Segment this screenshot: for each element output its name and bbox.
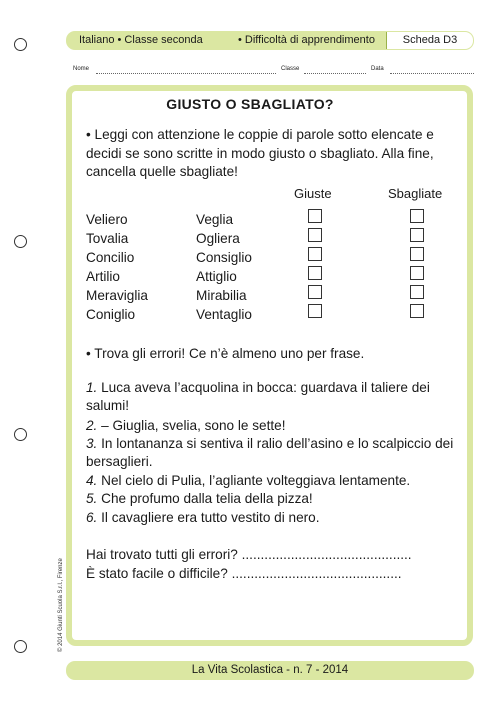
class-field-line: [304, 73, 366, 74]
pair-left-word: Veliero: [86, 212, 128, 227]
pair-left-word: Coniglio: [86, 307, 136, 322]
footer-publication: La Vita Scolastica - n. 7 - 2014: [66, 661, 474, 680]
pair-left-word: Meraviglia: [86, 288, 148, 303]
sentence-item: [86, 379, 466, 416]
checkbox-wrong[interactable]: [410, 285, 424, 299]
pair-right-word: Ventaglio: [196, 307, 252, 322]
binder-hole-2: [14, 235, 27, 248]
page-title: GIUSTO O SBAGLIATO?: [166, 96, 334, 112]
sentence-text: – Giuglia, svelia, sono le sette!: [101, 418, 286, 433]
sentence-number: 2.: [86, 418, 98, 433]
sentence-text: Nel cielo di Pulia, l’agliante volteggiava lentamente.: [101, 473, 411, 488]
date-field-line: [390, 73, 474, 74]
sentence-number: 3.: [86, 436, 98, 451]
sentence-item: [86, 435, 466, 472]
sentence-text: In lontananza si sentiva il ralio dell’asino e lo scalpiccio dei bersaglieri.: [86, 436, 454, 470]
pair-right-word: Consiglio: [196, 250, 252, 265]
sentence-number: 5.: [86, 491, 98, 506]
copyright-notice: © 2014 Giunti Scuola S.r.l., Firenze: [58, 558, 64, 652]
column-header-correct: Giuste: [294, 186, 332, 201]
checkbox-wrong[interactable]: [410, 209, 424, 223]
header-subject: Italiano • Classe seconda: [79, 34, 203, 46]
pair-left-word: Tovalia: [86, 231, 129, 246]
checkbox-wrong[interactable]: [410, 266, 424, 280]
pair-right-word: Ogliera: [196, 231, 240, 246]
sentence-item: [86, 472, 466, 490]
checkbox-correct[interactable]: [308, 228, 322, 242]
checkbox-wrong[interactable]: [410, 304, 424, 318]
pair-right-word: Attiglio: [196, 269, 237, 284]
binder-hole-1: [14, 38, 27, 51]
checkbox-wrong[interactable]: [410, 247, 424, 261]
column-header-wrong: Sbagliate: [388, 186, 443, 201]
sentence-text: Il cavagliere era tutto vestito di nero.: [101, 510, 320, 525]
sentence-text: Luca aveva l’acquolina in bocca: guardava il taliere dei salumi!: [86, 380, 430, 414]
checkbox-correct[interactable]: [308, 304, 322, 318]
sentence-number: 1.: [86, 380, 98, 395]
name-field-line: [96, 73, 276, 74]
sentence-number: 4.: [86, 473, 98, 488]
pair-right-word: Veglia: [196, 212, 234, 227]
pair-left-word: Concilio: [86, 250, 135, 265]
sentence-text: Che profumo dalla telia della pizza!: [101, 491, 313, 506]
class-label: Classe: [281, 66, 300, 72]
sentence-item: [86, 509, 466, 527]
exercise1-instruction: • Leggi con attenzione le coppie di parole sotto elencate e decidi se sono scritte in modo giusto o sbagliato. Alla fine, cancella quelle sbagliate!: [86, 127, 434, 180]
binder-hole-4: [14, 640, 27, 653]
checkbox-correct[interactable]: [308, 266, 322, 280]
checkbox-correct[interactable]: [308, 209, 322, 223]
date-label: Data: [371, 66, 384, 72]
binder-hole-3: [14, 428, 27, 441]
pair-left-word: Artilio: [86, 269, 120, 284]
question-difficulty: È stato facile o difficile? .............................................: [86, 566, 402, 581]
sentence-number: 6.: [86, 510, 98, 525]
sentence-item: [86, 417, 466, 435]
sheet-label: Scheda D3: [386, 32, 473, 49]
checkbox-correct[interactable]: [308, 285, 322, 299]
sentence-item: [86, 490, 466, 508]
checkbox-correct[interactable]: [308, 247, 322, 261]
checkbox-wrong[interactable]: [410, 228, 424, 242]
header-topic: • Difficoltà di apprendimento: [238, 34, 375, 46]
question-errors-found: Hai trovato tutti gli errori? .............................................: [86, 547, 412, 562]
pair-right-word: Mirabilia: [196, 288, 247, 303]
name-label: Nome: [73, 66, 90, 72]
exercise2-instruction: • Trova gli errori! Ce n’è almeno uno per frase.: [86, 346, 365, 361]
